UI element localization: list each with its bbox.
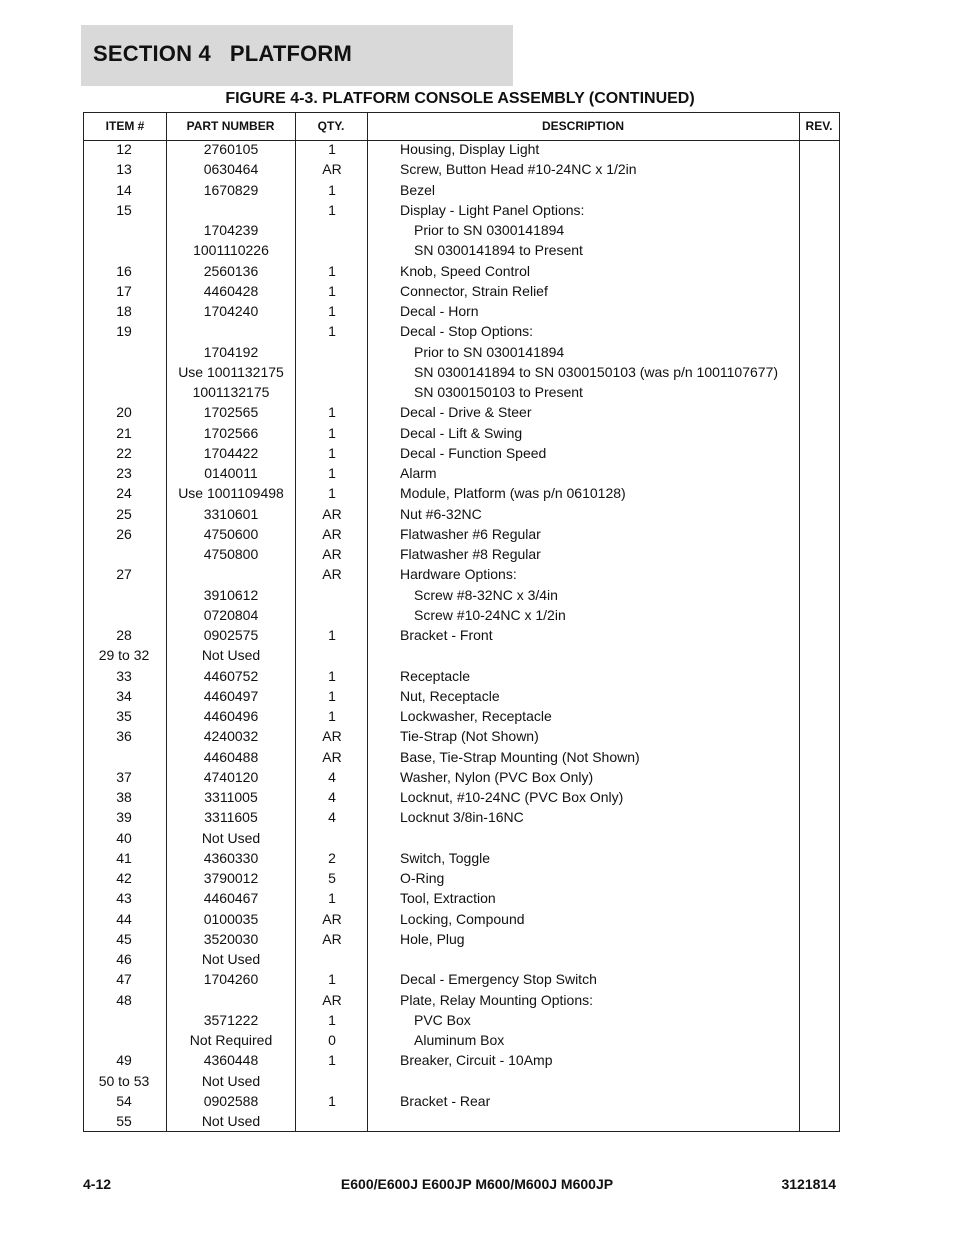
item-cell: 39 — [116, 809, 132, 826]
table-row — [84, 849, 839, 869]
part-number-cell: 4460752 — [203, 667, 259, 684]
part-number-cell: 0630464 — [203, 161, 259, 178]
item-cell: 35 — [116, 708, 132, 724]
table-row — [84, 606, 839, 626]
description-cell: Decal - Function Speed — [400, 444, 547, 461]
table-row — [84, 748, 839, 768]
description-cell: SN 0300141894 to SN 0300150103 (was p/n 1001107677) — [414, 363, 779, 380]
table-row — [84, 1031, 839, 1051]
qty-cell: 1 — [328, 303, 336, 319]
table-row — [84, 768, 839, 788]
description-cell: Hole, Plug — [400, 930, 465, 947]
part-number-cell: 4750600 — [203, 525, 259, 542]
item-cell: 46 — [116, 951, 132, 967]
qty-cell: AR — [322, 525, 342, 542]
item-cell: 38 — [116, 789, 132, 805]
qty-cell: 1 — [328, 1092, 336, 1109]
item-cell: 19 — [116, 323, 132, 340]
description-cell: Bezel — [400, 181, 436, 198]
item-cell: 42 — [116, 870, 132, 886]
part-number-cell: 1704192 — [203, 343, 259, 360]
description-cell: Flatwasher #8 Regular — [400, 546, 541, 562]
description-cell: Locknut, #10-24NC (PVC Box Only) — [400, 789, 624, 805]
part-number-cell: 1702565 — [203, 404, 259, 421]
part-number-cell: 1704240 — [203, 303, 259, 319]
item-cell: 43 — [116, 890, 132, 907]
description-cell: Locking, Compound — [400, 910, 525, 927]
part-number-cell: 0140011 — [204, 465, 258, 481]
description-cell: Connector, Strain Relief — [400, 282, 548, 299]
table-body — [84, 140, 839, 1132]
part-number-cell: Not Used — [201, 647, 261, 664]
table-row — [84, 181, 839, 201]
table-row — [84, 626, 839, 646]
description-cell: Decal - Horn — [400, 303, 479, 319]
part-number-cell: 3310601 — [203, 505, 259, 522]
qty-cell: 1 — [328, 971, 336, 988]
model-list: E600/E600J E600JP M600/M600J M600JP — [340, 1176, 614, 1192]
item-cell: 13 — [116, 161, 132, 178]
description-cell: Housing, Display Light — [400, 141, 540, 157]
item-cell: 29 to 32 — [98, 647, 150, 664]
table-row — [84, 565, 839, 585]
table-row — [84, 586, 839, 606]
description-cell: Hardware Options: — [400, 566, 517, 583]
item-cell: 20 — [116, 404, 132, 421]
header-rev: REV. — [805, 119, 833, 133]
qty-cell: 0 — [328, 1032, 336, 1048]
table-row — [84, 727, 839, 747]
description-cell: O-Ring — [400, 870, 445, 886]
part-number-cell: 2560136 — [203, 262, 259, 279]
description-cell: Alarm — [400, 465, 437, 481]
qty-cell: 4 — [328, 789, 336, 805]
item-cell: 27 — [116, 566, 132, 583]
table-row — [84, 646, 839, 666]
table-row — [84, 424, 839, 444]
table-row — [84, 444, 839, 464]
description-cell: Prior to SN 0300141894 — [414, 222, 565, 238]
qty-cell: AR — [322, 930, 342, 947]
part-number-cell: 0720804 — [203, 606, 259, 623]
section-banner — [81, 25, 513, 86]
table-row — [84, 950, 839, 970]
table-row — [84, 869, 839, 889]
part-number-cell: 1702566 — [203, 424, 259, 441]
part-number-cell: Not Used — [201, 951, 261, 967]
parts-table — [83, 112, 840, 1132]
table-row — [84, 808, 839, 828]
part-number-cell: 4460467 — [203, 890, 259, 907]
description-cell: Module, Platform (was p/n 0610128) — [400, 485, 626, 502]
description-cell: Receptacle — [400, 667, 471, 684]
qty-cell: AR — [322, 566, 342, 583]
part-number-cell: 4360448 — [203, 1052, 259, 1069]
item-cell: 23 — [116, 465, 132, 481]
table-row — [84, 991, 839, 1011]
qty-cell: 4 — [328, 809, 336, 826]
table-row — [84, 140, 839, 160]
item-cell: 15 — [116, 201, 132, 218]
part-number-cell: Not Used — [201, 1113, 261, 1129]
item-cell: 33 — [116, 667, 132, 684]
description-cell: Base, Tie-Strap Mounting (Not Shown) — [400, 748, 640, 765]
qty-cell: 5 — [328, 870, 336, 886]
qty-cell: AR — [322, 991, 342, 1008]
description-cell: Prior to SN 0300141894 — [414, 343, 565, 360]
qty-cell: 1 — [328, 262, 336, 279]
table-row — [84, 484, 839, 504]
description-cell: Decal - Stop Options: — [400, 323, 534, 340]
part-number-cell: 1001132175 — [192, 384, 270, 400]
item-cell: 21 — [116, 424, 132, 441]
part-number-cell: 1704239 — [203, 222, 259, 238]
qty-cell: AR — [322, 728, 342, 745]
part-number-cell: 1001110226 — [193, 242, 269, 259]
qty-cell: 1 — [328, 465, 336, 481]
header-description: DESCRIPTION — [541, 119, 624, 133]
description-cell: Plate, Relay Mounting Options: — [400, 991, 593, 1008]
item-cell: 12 — [116, 141, 132, 157]
item-cell: 22 — [116, 444, 132, 461]
item-cell: 36 — [116, 728, 132, 745]
item-cell: 45 — [116, 930, 132, 947]
description-cell: Tool, Extraction — [400, 890, 496, 907]
table-row — [84, 262, 839, 282]
qty-cell: 1 — [328, 201, 336, 218]
description-cell: Screw #8-32NC x 3/4in — [414, 586, 558, 603]
item-cell: 28 — [116, 627, 132, 643]
part-number-cell: 0100035 — [203, 910, 259, 927]
table-row — [84, 707, 839, 727]
description-cell: Breaker, Circuit - 10Amp — [400, 1052, 553, 1069]
part-number-cell: 0902588 — [203, 1092, 259, 1109]
part-number-cell: Not Used — [201, 829, 261, 846]
item-cell: 26 — [116, 525, 132, 542]
item-cell: 18 — [116, 303, 132, 319]
description-cell: SN 0300150103 to Present — [414, 384, 583, 400]
qty-cell: 1 — [328, 667, 336, 684]
table-row — [84, 1072, 839, 1092]
item-cell: 47 — [116, 971, 132, 988]
part-number-cell: Use 1001132175 — [178, 363, 284, 380]
part-number-cell: 4360330 — [203, 849, 259, 866]
qty-cell: 1 — [328, 141, 336, 157]
part-number-cell: Not Used — [201, 1072, 261, 1089]
description-cell: Bracket - Front — [400, 627, 493, 643]
section-title: SECTION 4 PLATFORM — [93, 41, 353, 66]
item-cell: 54 — [116, 1092, 132, 1109]
qty-cell: 1 — [328, 485, 336, 502]
table-row — [84, 201, 839, 221]
part-number-cell: 0902575 — [203, 627, 259, 643]
part-number-cell: 4750800 — [203, 546, 259, 562]
description-cell: Nut #6-32NC — [400, 505, 482, 522]
part-number-cell: 2760105 — [203, 141, 259, 157]
item-cell: 50 to 53 — [98, 1072, 150, 1089]
part-number-cell: 3311605 — [204, 809, 258, 826]
description-cell: Nut, Receptacle — [400, 687, 500, 704]
table-row — [84, 1011, 839, 1031]
qty-cell: 4 — [328, 768, 336, 785]
table-row — [84, 282, 839, 302]
part-number-cell: 4740120 — [203, 768, 259, 785]
header-item: ITEM # — [105, 119, 145, 133]
description-cell: Switch, Toggle — [400, 849, 491, 866]
part-number-cell: 1670829 — [203, 181, 259, 198]
table-row — [84, 221, 839, 241]
table-row — [84, 910, 839, 930]
qty-cell: 1 — [328, 890, 336, 907]
table-row — [84, 545, 839, 565]
table-row — [84, 363, 839, 383]
part-number-cell: 4240032 — [203, 728, 259, 745]
table-row — [84, 930, 839, 950]
page-number: 4-12 — [83, 1176, 112, 1192]
qty-cell: AR — [322, 161, 342, 178]
qty-cell: 1 — [328, 708, 336, 724]
table-row — [84, 1112, 839, 1132]
table-row — [84, 788, 839, 808]
qty-cell: 1 — [328, 181, 336, 198]
part-number-cell: 4460497 — [203, 687, 259, 704]
qty-cell: 1 — [328, 282, 336, 299]
qty-cell: AR — [322, 748, 342, 765]
table-row — [84, 829, 839, 849]
table-row — [84, 343, 839, 363]
part-number-cell: 4460488 — [203, 748, 259, 765]
part-number-cell: Not Required — [189, 1032, 273, 1048]
part-number-cell: 3311005 — [204, 789, 258, 805]
description-cell: Locknut 3/8in-16NC — [400, 809, 524, 826]
item-cell: 37 — [116, 768, 132, 785]
table-row — [84, 302, 839, 322]
item-cell: 41 — [116, 849, 132, 866]
header-qty: QTY. — [317, 119, 345, 133]
table-row — [84, 667, 839, 687]
qty-cell: 1 — [328, 627, 336, 643]
item-cell: 40 — [116, 829, 132, 846]
description-cell: Aluminum Box — [414, 1032, 505, 1048]
part-number-cell: 4460496 — [203, 708, 259, 724]
qty-cell: 1 — [328, 323, 336, 340]
figure-title: FIGURE 4-3. PLATFORM CONSOLE ASSEMBLY (CONTINUED) — [225, 90, 695, 107]
description-cell: Screw #10-24NC x 1/2in — [414, 606, 566, 623]
item-cell: 48 — [116, 991, 132, 1008]
table-row — [84, 1092, 839, 1112]
item-cell: 14 — [116, 181, 132, 198]
qty-cell: 1 — [328, 404, 336, 421]
part-number-cell: 3910612 — [203, 586, 259, 603]
table-row — [84, 241, 839, 261]
description-cell: Flatwasher #6 Regular — [400, 525, 541, 542]
qty-cell: 1 — [328, 1011, 336, 1028]
part-number-cell: 1704260 — [203, 971, 259, 988]
item-cell: 25 — [116, 505, 132, 522]
description-cell: Tie-Strap (Not Shown) — [400, 728, 539, 745]
item-cell: 55 — [116, 1113, 132, 1129]
table-row — [84, 1051, 839, 1071]
part-number-cell: Use 1001109498 — [178, 485, 284, 502]
description-cell: Decal - Drive & Steer — [400, 404, 532, 421]
table-row — [84, 970, 839, 990]
description-cell: Lockwasher, Receptacle — [400, 708, 552, 724]
item-cell: 49 — [116, 1052, 132, 1069]
qty-cell: 2 — [328, 849, 336, 866]
description-cell: Decal - Lift & Swing — [400, 424, 523, 441]
header-part-number: PART NUMBER — [186, 119, 275, 133]
qty-cell: 1 — [328, 424, 336, 441]
description-cell: Knob, Speed Control — [400, 262, 530, 279]
part-number-cell: 3571222 — [203, 1011, 259, 1028]
part-number-cell: 3520030 — [203, 930, 259, 947]
table-row — [84, 322, 839, 342]
table-row — [84, 889, 839, 909]
qty-cell: 1 — [328, 444, 336, 461]
item-cell: 16 — [116, 262, 132, 279]
item-cell: 34 — [116, 687, 132, 704]
item-cell: 24 — [116, 485, 132, 502]
description-cell: SN 0300141894 to Present — [414, 242, 583, 259]
table-row — [84, 687, 839, 707]
description-cell: Washer, Nylon (PVC Box Only) — [400, 768, 594, 785]
description-cell: PVC Box — [414, 1011, 471, 1028]
qty-cell: 1 — [328, 1052, 336, 1069]
part-number-cell: 3790012 — [203, 870, 259, 886]
item-cell: 44 — [116, 910, 132, 927]
table-row — [84, 403, 839, 423]
description-cell: Screw, Button Head #10-24NC x 1/2in — [400, 161, 637, 178]
table-row — [84, 383, 839, 403]
part-number-cell: 1704422 — [203, 444, 259, 461]
qty-cell: 1 — [328, 687, 336, 704]
table-row — [84, 525, 839, 545]
qty-cell: AR — [322, 546, 342, 562]
description-cell: Decal - Emergency Stop Switch — [400, 971, 597, 988]
table-row — [84, 160, 839, 180]
description-cell: Bracket - Rear — [400, 1092, 491, 1109]
qty-cell: AR — [322, 910, 342, 927]
document-number: 3121814 — [781, 1176, 836, 1192]
part-number-cell: 4460428 — [203, 282, 259, 299]
table-row — [84, 505, 839, 525]
table-row — [84, 464, 839, 484]
description-cell: Display - Light Panel Options: — [400, 201, 585, 218]
item-cell: 17 — [116, 282, 132, 299]
qty-cell: AR — [322, 505, 342, 522]
